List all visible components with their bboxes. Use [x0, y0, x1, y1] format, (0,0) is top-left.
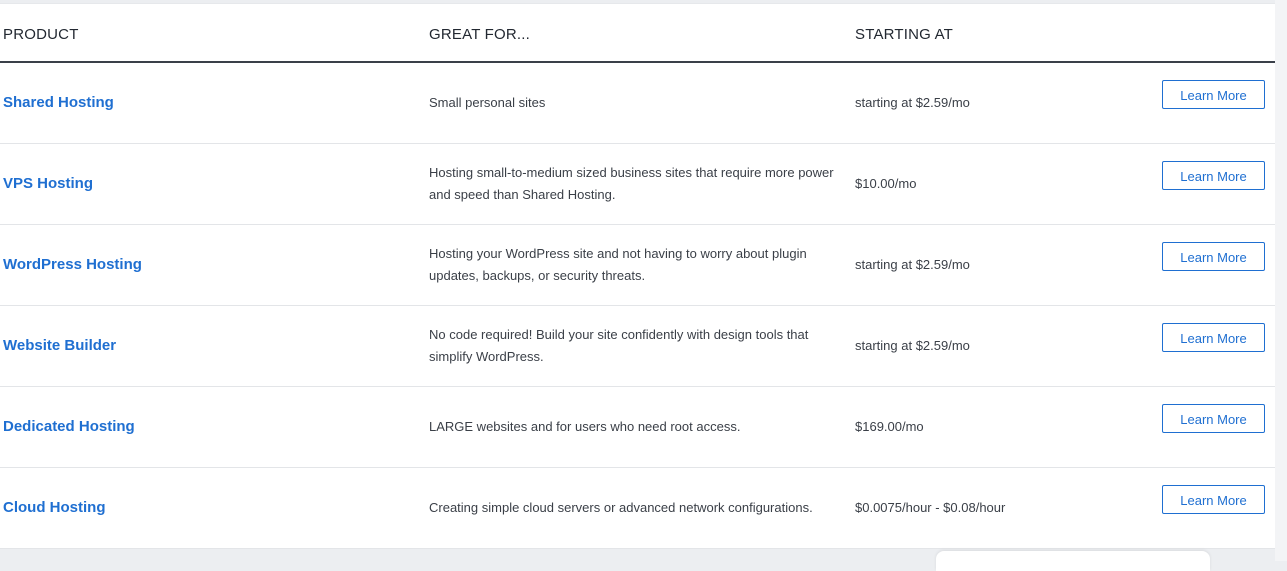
- learn-more-button-vps-hosting[interactable]: Learn More: [1162, 161, 1265, 190]
- bottom-floating-card: [936, 551, 1210, 571]
- column-header-starting-at: STARTING AT: [855, 26, 954, 43]
- product-price: starting at $2.59/mo: [855, 95, 970, 110]
- product-description: Small personal sites: [429, 95, 546, 110]
- learn-more-button-wordpress-hosting[interactable]: Learn More: [1162, 242, 1265, 271]
- product-description: No code required! Build your site confidently with design tools that simplify WordPress.: [429, 327, 809, 364]
- product-link-vps-hosting[interactable]: VPS Hosting: [3, 175, 94, 192]
- table-row: [0, 306, 1275, 387]
- product-link-shared-hosting[interactable]: Shared Hosting: [3, 94, 114, 111]
- product-description: Creating simple cloud servers or advanced network configurations.: [429, 500, 813, 515]
- learn-more-button-shared-hosting[interactable]: Learn More: [1162, 80, 1265, 109]
- table-row: [0, 387, 1275, 468]
- product-price: starting at $2.59/mo: [855, 338, 970, 353]
- product-price: $0.0075/hour - $0.08/hour: [855, 500, 1006, 515]
- table-row: [0, 144, 1275, 225]
- product-price: $10.00/mo: [855, 176, 917, 191]
- product-price: starting at $2.59/mo: [855, 257, 970, 272]
- table-row: [0, 63, 1275, 144]
- table-row: [0, 225, 1275, 306]
- learn-more-button-dedicated-hosting[interactable]: Learn More: [1162, 404, 1265, 433]
- table-header: [0, 4, 1275, 63]
- column-header-product: PRODUCT: [3, 26, 79, 43]
- product-link-wordpress-hosting[interactable]: WordPress Hosting: [3, 256, 142, 273]
- learn-more-button-cloud-hosting[interactable]: Learn More: [1162, 485, 1265, 514]
- column-header-great-for: GREAT FOR...: [429, 26, 531, 43]
- product-description: LARGE websites and for users who need root access.: [429, 419, 741, 434]
- product-description: Hosting small-to-medium sized business sites that require more power and speed than Shared Hosting.: [429, 165, 834, 202]
- product-price: $169.00/mo: [855, 419, 924, 434]
- product-link-cloud-hosting[interactable]: Cloud Hosting: [3, 499, 106, 516]
- product-link-website-builder[interactable]: Website Builder: [3, 337, 117, 354]
- table-row: [0, 468, 1275, 549]
- product-description: Hosting your WordPress site and not having to worry about plugin updates, backups, or security threats.: [429, 246, 807, 283]
- page-gutter: [1275, 0, 1287, 561]
- product-comparison-table: [0, 3, 1275, 549]
- learn-more-button-website-builder[interactable]: Learn More: [1162, 323, 1265, 352]
- product-link-dedicated-hosting[interactable]: Dedicated Hosting: [3, 418, 135, 435]
